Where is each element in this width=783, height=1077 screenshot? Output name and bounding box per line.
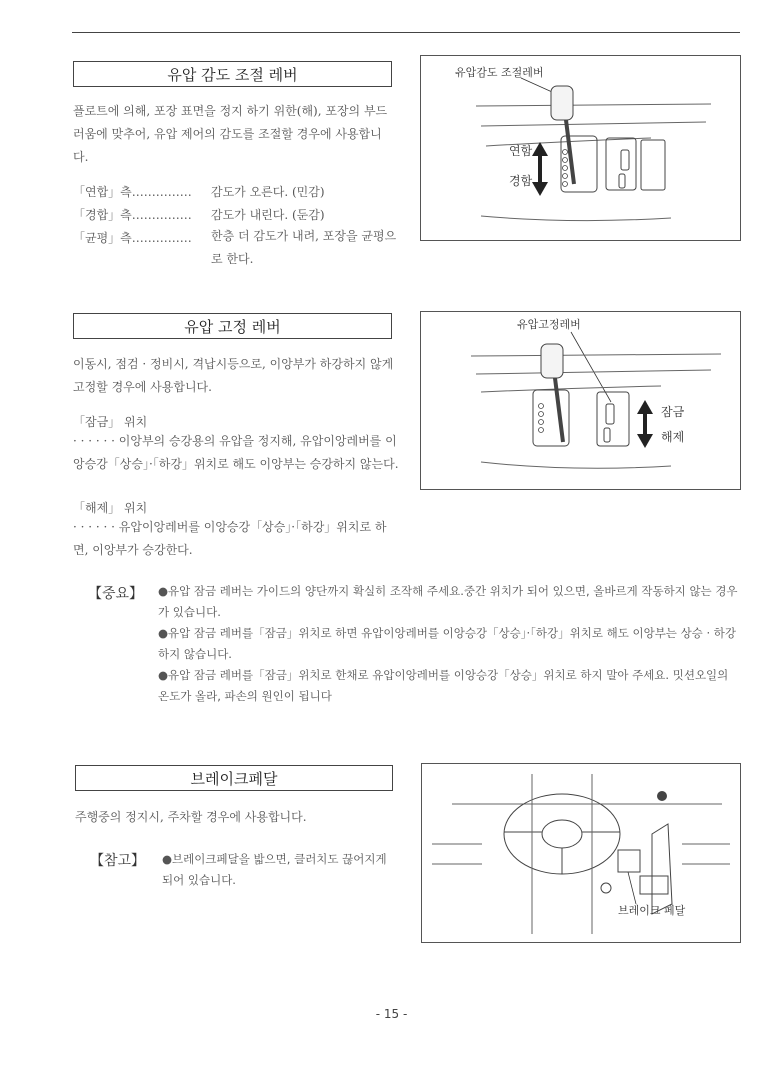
- heading-text: 브레이크페달: [190, 769, 278, 788]
- label-lock: 잠금: [661, 405, 685, 419]
- section-heading-brake-pedal: [75, 765, 393, 791]
- top-rule: [72, 32, 740, 33]
- reference-text: ●브레이크페달을 밟으면, 클러치도 끊어지게 되어 있습니다.: [162, 852, 387, 887]
- section3-body: 주행중의 정지시, 주차할 경우에 사용합니다.: [75, 810, 307, 824]
- double-arrow-icon: [532, 142, 548, 196]
- callout-label: 브레이크 페달: [618, 904, 686, 917]
- section-heading-sensitivity-lever: [73, 61, 392, 87]
- double-arrow-icon: [637, 400, 653, 448]
- release-position-label: 「해제」 위치: [73, 501, 148, 515]
- item-desc: 감도가 내린다. (둔감): [211, 208, 325, 222]
- item-key: 「균평」측……………: [73, 231, 192, 245]
- item-row-soft: [73, 183, 325, 200]
- callout-label: 유압감도 조절레버: [455, 66, 544, 79]
- callout-label: 유압고정레버: [517, 318, 581, 331]
- item-desc-level: 한층 더 감도가 내려, 포장을 균평으로 한다.: [211, 229, 397, 266]
- heading-text: 유압 고정 레버: [184, 317, 281, 336]
- label-hard: 경함: [509, 174, 533, 188]
- reference-tag: 【참고】: [90, 853, 146, 869]
- item-row-level: [73, 229, 192, 246]
- item-key: 「연합」측……………: [73, 185, 192, 199]
- important-bullet-1: ●유압 잠금 레버는 가이드의 양단까지 확실히 조작해 주세요.중간 위치가 되어 있으면, 올바르게 작동하지 않는 경우가 있습니다.: [158, 584, 738, 619]
- section1-body: 플로트에 의해, 포장 표면을 정지 하기 위한(해), 포장의 부드러움에 맞추어, 유압 제어의 감도를 조절할 경우에 사용합니다.: [73, 104, 388, 164]
- important-bullet-2: ●유압 잠금 레버를「잠금」위치로 하면 유압이앙레버를 이앙승강「상승」·「하강」위치로 해도 이앙부는 상승 · 하강하지 않습니다.: [158, 626, 736, 661]
- item-key: 「경합」측……………: [73, 208, 192, 222]
- important-bullet-3: ●유압 잠금 레버를「잠금」위치로 한채로 유압이앙레버를 이앙승강「상승」위치로 하지 말아 주세요. 밋션오일의 온도가 올라, 파손의 원인이 됩니다: [158, 668, 729, 703]
- figure-sensitivity-lever: [420, 55, 741, 241]
- figure-brake-pedal: [421, 763, 741, 943]
- heading-text: 유압 감도 조절 레버: [167, 65, 298, 84]
- label-release: 해제: [661, 430, 685, 444]
- lock-position-label: 「잠금」 위치: [73, 415, 148, 429]
- important-tag: 【중요】: [88, 586, 144, 602]
- lock-position-desc: · · · · · · 이앙부의 승강용의 유압을 정지해, 유압이앙레버를 이앙승강「상승」·「하강」위치로 해도 이앙부는 승강하지 않는다.: [73, 434, 399, 471]
- figure-lock-lever: [420, 311, 741, 490]
- item-desc: 감도가 오른다. (민감): [211, 185, 325, 199]
- page-number: - 15 -: [375, 1007, 408, 1021]
- label-soft: 연함: [509, 144, 533, 158]
- item-row-hard: [73, 206, 325, 223]
- section-heading-lock-lever: [73, 313, 392, 339]
- release-position-desc: · · · · · · 유압이앙레버를 이앙승강「상승」·「하강」위치로 하면, 이앙부가 승강한다.: [73, 520, 387, 557]
- section2-body: 이동시, 점검 · 정비시, 격납시등으로, 이앙부가 하강하지 않게 고정할 경우에 사용합니다.: [73, 357, 394, 394]
